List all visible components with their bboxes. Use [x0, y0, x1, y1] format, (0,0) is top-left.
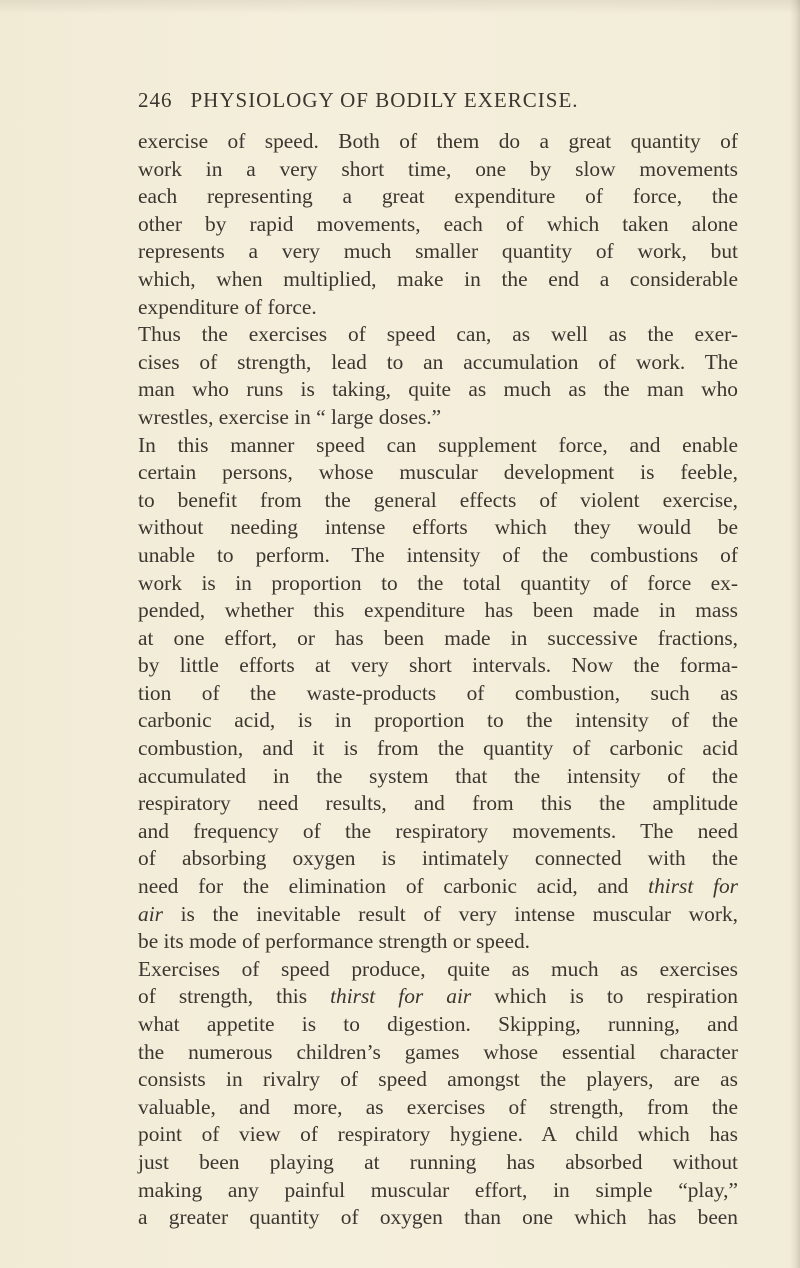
- text-line: at one effort, or has been made in successive fractions,: [138, 625, 738, 650]
- text-line: point of view of respiratory hygiene. A child which has: [138, 1122, 738, 1147]
- text-line: work is in proportion to the total quantity of force ex-: [138, 570, 738, 595]
- page-shadow-top: [0, 0, 800, 14]
- text-line: the numerous children’s games whose essential character: [138, 1039, 738, 1064]
- text-segment: need for the elimination of carbonic acid, and: [138, 874, 649, 899]
- text-segment: of strength, this: [138, 984, 331, 1009]
- text-line: to benefit from the general effects of violent exercise,: [138, 487, 738, 512]
- text-line: Exercises of speed produce, quite as much as exercises: [138, 956, 738, 981]
- text-line: represents a very much smaller quantity of work, but: [138, 239, 738, 264]
- italic-segment: thirst for: [648, 874, 739, 899]
- text-line: other by rapid movements, each of which taken alone: [138, 211, 738, 236]
- text-line: exercise of speed. Both of them do a great quantity of: [138, 129, 738, 153]
- text-line: each representing a great expenditure of force, the: [138, 184, 738, 209]
- text-line: expenditure of force.: [138, 294, 317, 319]
- text-line: cises of strength, lead to an accumulation of work. The: [138, 349, 738, 374]
- text-line: certain persons, whose muscular development is feeble,: [138, 460, 738, 485]
- text-line: a greater quantity of oxygen than one which has been: [138, 1205, 738, 1230]
- text-line: be its mode of performance strength or speed.: [138, 929, 531, 954]
- text-line: wrestles, exercise in “ large doses.”: [138, 404, 442, 429]
- text-segment: is the inevitable result of very intense muscular work,: [162, 901, 738, 926]
- text-line: combustion, and it is from the quantity of carbonic acid: [138, 736, 738, 761]
- italic-segment: thirst for air: [330, 984, 472, 1009]
- text-line: [138, 873, 738, 901]
- text-line: [138, 901, 738, 929]
- text-line: just been playing at running has absorbed without: [138, 1149, 738, 1174]
- page-shadow-right: [790, 0, 800, 1268]
- text-line: which, when multiplied, make in the end a considerable: [138, 266, 738, 291]
- text-line: of absorbing oxygen is intimately connected with the: [138, 846, 738, 871]
- text-line: tion of the waste-products of combustion, such as: [138, 680, 738, 705]
- page-number: 246: [138, 88, 173, 112]
- body-text: [138, 128, 738, 1232]
- text-line: valuable, and more, as exercises of strength, from the: [138, 1094, 738, 1119]
- text-line: respiratory need results, and from this the amplitude: [138, 791, 738, 816]
- text-line: man who runs is taking, quite as much as the man who: [138, 377, 738, 402]
- text-line: without needing intense efforts which they would be: [138, 515, 738, 540]
- running-title: PHYSIOLOGY OF BODILY EXERCISE.: [190, 88, 579, 112]
- text-line: work in a very short time, one by slow movements: [138, 156, 738, 181]
- text-line: by little efforts at very short intervals. Now the forma-: [138, 653, 738, 678]
- text-line: what appetite is to digestion. Skipping, running, and: [138, 1012, 738, 1036]
- text-line: [138, 983, 738, 1011]
- text-line: and frequency of the respiratory movements. The need: [138, 818, 738, 843]
- text-line: unable to perform. The intensity of the combustions of: [138, 542, 738, 567]
- text-segment: which is to respiration: [471, 984, 739, 1009]
- text-line: carbonic acid, is in proportion to the intensity of the: [138, 708, 738, 733]
- text-line: Thus the exercises of speed can, as well as the exer-: [138, 322, 738, 347]
- text-line: consists in rivalry of speed amongst the players, are as: [138, 1067, 738, 1092]
- text-line: making any painful muscular effort, in simple “play,”: [138, 1177, 738, 1202]
- text-line: pended, whether this expenditure has been made in mass: [138, 598, 738, 623]
- italic-segment: air: [138, 901, 163, 926]
- text-line: In this manner speed can supplement force, and enable: [138, 432, 738, 457]
- running-head: [138, 88, 778, 113]
- text-line: accumulated in the system that the intensity of the: [138, 763, 738, 788]
